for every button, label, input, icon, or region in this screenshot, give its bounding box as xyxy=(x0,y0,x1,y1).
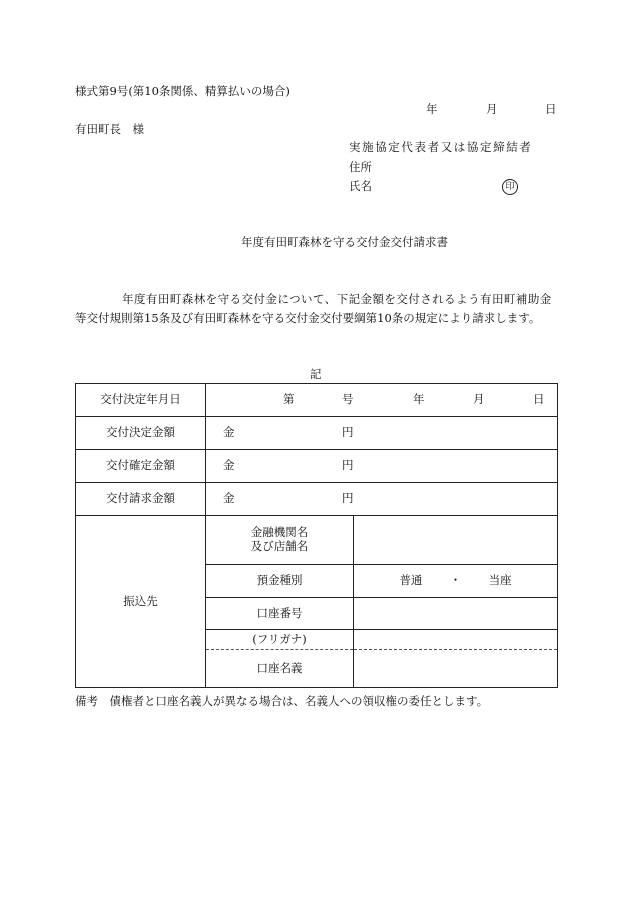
yen-label: 円 xyxy=(342,425,354,439)
bank-label-line-2: 及び店舗名 xyxy=(250,539,309,553)
furigana-label: (フリガナ) xyxy=(206,630,354,650)
transfer-label: 振込先 xyxy=(76,516,206,688)
note: 備考 債権者と口座名義人が異なる場合は、名義人への領収権の委任とします。 xyxy=(75,694,489,708)
yen-label: 円 xyxy=(342,458,354,472)
decision-amount-field[interactable] xyxy=(206,417,558,450)
seal-text: 印 xyxy=(502,179,518,195)
decision-date-field[interactable] xyxy=(206,384,558,417)
address-label: 住所 xyxy=(349,160,372,174)
table-row xyxy=(76,417,558,450)
account-name-label: 口座名義 xyxy=(206,650,354,688)
deposit-separator: ・ xyxy=(449,573,462,588)
body-line-2: 等交付規則第15条及び有田町森林を守る交付金交付要綱第10条の規定により請求します。 xyxy=(75,311,541,325)
account-name-field[interactable] xyxy=(354,650,558,688)
bank-label-line-1: 金融機関名 xyxy=(250,525,309,540)
ki-label: 記 xyxy=(310,367,322,381)
request-amount-field[interactable] xyxy=(206,483,558,516)
applicant-role: 実施協定代表者又は協定締結者 xyxy=(349,140,533,154)
account-number-field[interactable] xyxy=(354,598,558,630)
request-table xyxy=(75,383,558,688)
kin-label: 金 xyxy=(223,425,235,439)
form-number: 様式第9号(第10条関係、精算払いの場合) xyxy=(75,84,290,98)
decision-date-label: 交付決定年月日 xyxy=(76,384,206,417)
gou-label: 号 xyxy=(342,392,354,406)
document-title: 年度有田町森林を守る交付金交付請求書 xyxy=(241,235,448,249)
decision-month-label: 月 xyxy=(473,392,485,406)
table-row xyxy=(76,450,558,483)
furigana-field[interactable] xyxy=(354,630,558,650)
dai-label: 第 xyxy=(283,392,295,406)
bank-field[interactable] xyxy=(354,516,558,565)
kin-label: 金 xyxy=(223,491,235,505)
table-row xyxy=(76,483,558,516)
date-year-label: 年 xyxy=(426,102,438,116)
request-amount-label: 交付請求金額 xyxy=(76,483,206,516)
decision-day-label: 日 xyxy=(533,392,545,406)
confirmed-amount-field[interactable] xyxy=(206,450,558,483)
name-label: 氏名 xyxy=(349,179,372,193)
date-month-label: 月 xyxy=(486,102,498,116)
addressee: 有田町長 様 xyxy=(75,122,144,136)
table-row xyxy=(76,384,558,417)
date-day-label: 日 xyxy=(545,102,557,116)
deposit-current[interactable]: 当座 xyxy=(488,573,512,588)
kin-label: 金 xyxy=(223,458,235,472)
table-row xyxy=(76,516,558,565)
deposit-type-field[interactable] xyxy=(354,565,558,598)
seal-mark xyxy=(502,179,518,195)
confirmed-amount-label: 交付確定金額 xyxy=(76,450,206,483)
deposit-type-label: 預金種別 xyxy=(206,565,354,598)
body-line-1: 年度有田町森林を守る交付金について、下記金額を交付されるよう有田町補助金 xyxy=(122,292,552,306)
decision-year-label: 年 xyxy=(413,392,425,406)
decision-amount-label: 交付決定金額 xyxy=(76,417,206,450)
yen-label: 円 xyxy=(342,491,354,505)
deposit-ordinary[interactable]: 普通 xyxy=(399,573,423,588)
account-number-label: 口座番号 xyxy=(206,598,354,630)
bank-label xyxy=(206,516,354,565)
